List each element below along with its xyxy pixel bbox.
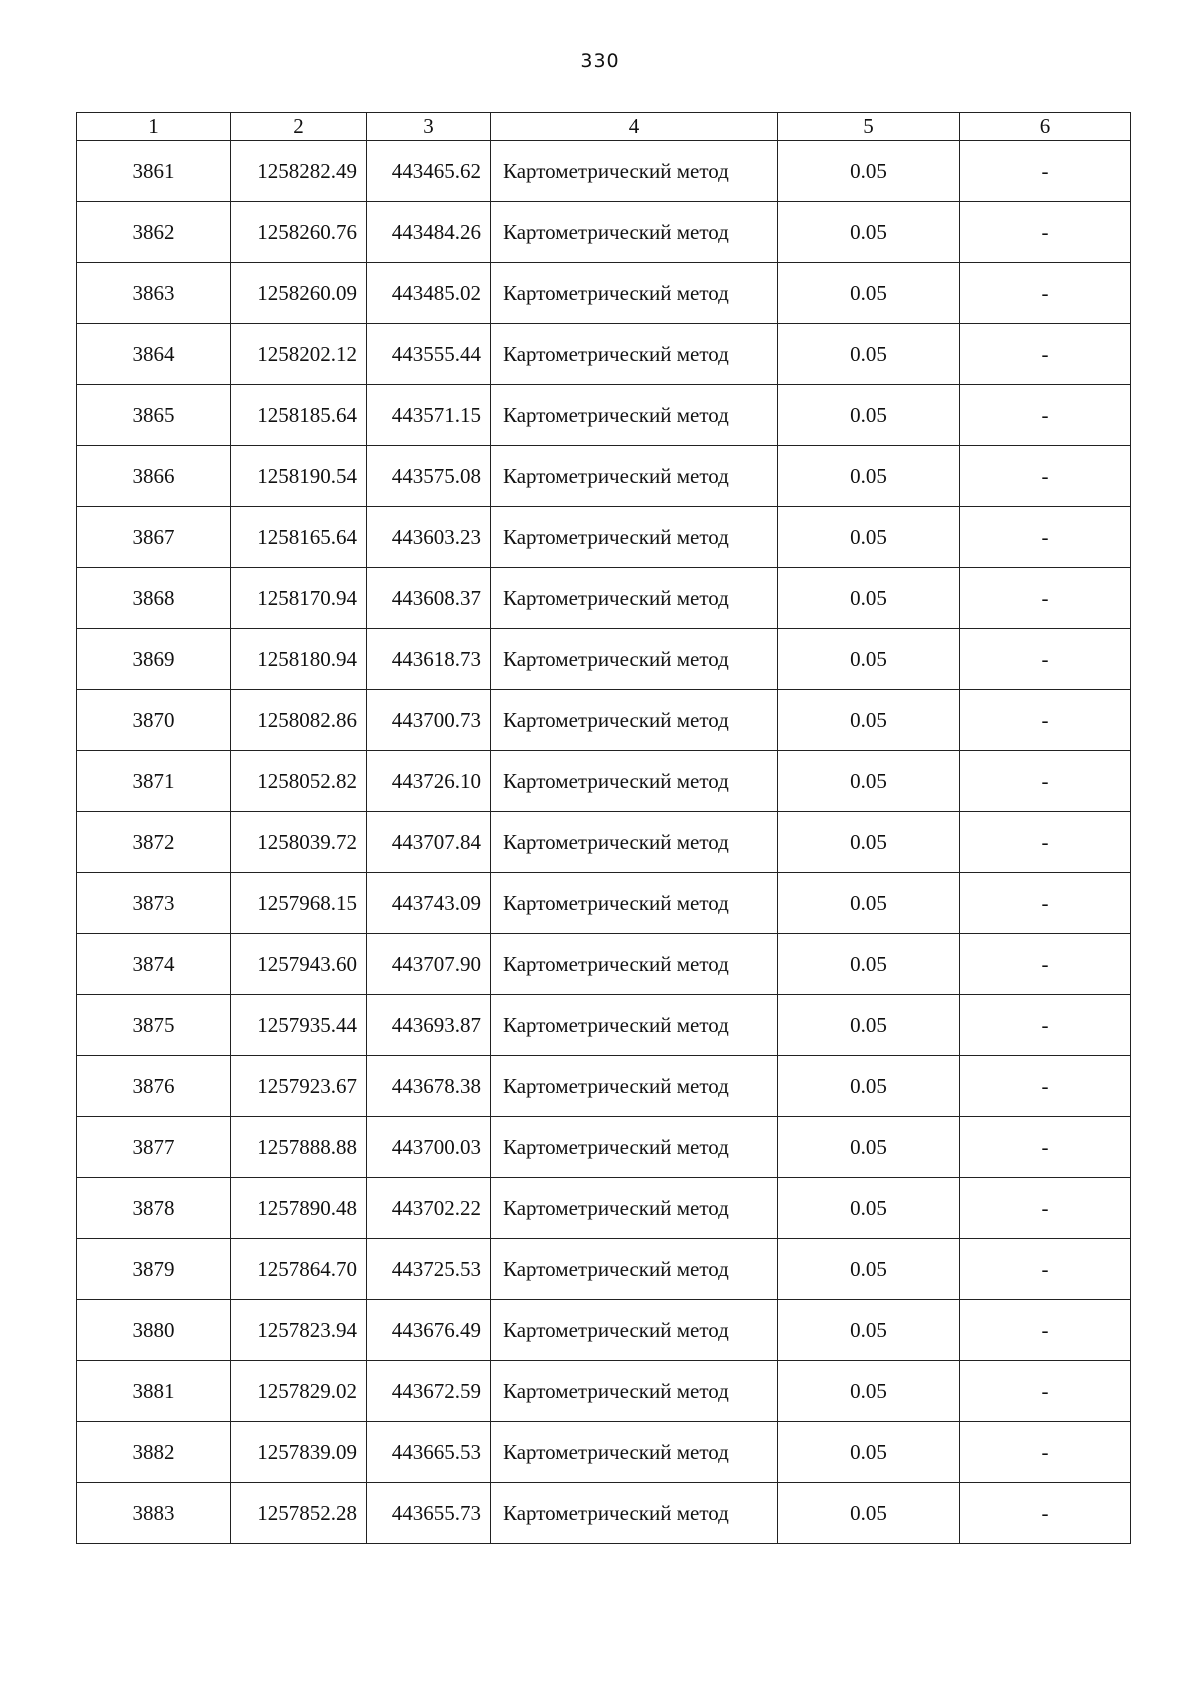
method-cell: Картометрический метод	[491, 629, 778, 690]
table-row	[77, 141, 1131, 202]
accuracy-cell: 0.05	[778, 1117, 960, 1178]
y-coordinate-cell: 443485.02	[367, 263, 491, 324]
y-coordinate-cell: 443707.84	[367, 812, 491, 873]
point-number-cell: 3872	[77, 812, 231, 873]
accuracy-cell: 0.05	[778, 1239, 960, 1300]
x-coordinate-cell: 1258170.94	[231, 568, 367, 629]
point-number-cell: 3876	[77, 1056, 231, 1117]
method-cell: Картометрический метод	[491, 995, 778, 1056]
point-number-cell: 3870	[77, 690, 231, 751]
table-header-row	[77, 113, 1131, 141]
accuracy-cell: 0.05	[778, 934, 960, 995]
y-coordinate-cell: 443603.23	[367, 507, 491, 568]
table-body	[77, 141, 1131, 1544]
x-coordinate-cell: 1258260.76	[231, 202, 367, 263]
x-coordinate-cell: 1258190.54	[231, 446, 367, 507]
note-cell: -	[960, 263, 1131, 324]
note-cell: -	[960, 1178, 1131, 1239]
accuracy-cell: 0.05	[778, 385, 960, 446]
note-cell: -	[960, 1422, 1131, 1483]
method-cell: Картометрический метод	[491, 1300, 778, 1361]
table-row	[77, 446, 1131, 507]
point-number-cell: 3865	[77, 385, 231, 446]
y-coordinate-cell: 443676.49	[367, 1300, 491, 1361]
accuracy-cell: 0.05	[778, 995, 960, 1056]
y-coordinate-cell: 443678.38	[367, 1056, 491, 1117]
x-coordinate-cell: 1258185.64	[231, 385, 367, 446]
x-coordinate-cell: 1257968.15	[231, 873, 367, 934]
table-row	[77, 1300, 1131, 1361]
column-header: 4	[491, 113, 778, 141]
y-coordinate-cell: 443672.59	[367, 1361, 491, 1422]
x-coordinate-cell: 1257839.09	[231, 1422, 367, 1483]
method-cell: Картометрический метод	[491, 1178, 778, 1239]
note-cell: -	[960, 446, 1131, 507]
point-number-cell: 3868	[77, 568, 231, 629]
method-cell: Картометрический метод	[491, 141, 778, 202]
coordinates-table	[76, 112, 1131, 1544]
table-row	[77, 1117, 1131, 1178]
point-number-cell: 3878	[77, 1178, 231, 1239]
note-cell: -	[960, 324, 1131, 385]
method-cell: Картометрический метод	[491, 1361, 778, 1422]
point-number-cell: 3877	[77, 1117, 231, 1178]
note-cell: -	[960, 629, 1131, 690]
accuracy-cell: 0.05	[778, 324, 960, 385]
note-cell: -	[960, 1239, 1131, 1300]
table-row	[77, 202, 1131, 263]
table-row	[77, 1239, 1131, 1300]
method-cell: Картометрический метод	[491, 934, 778, 995]
point-number-cell: 3861	[77, 141, 231, 202]
method-cell: Картометрический метод	[491, 751, 778, 812]
note-cell: -	[960, 1117, 1131, 1178]
point-number-cell: 3866	[77, 446, 231, 507]
point-number-cell: 3871	[77, 751, 231, 812]
method-cell: Картометрический метод	[491, 507, 778, 568]
note-cell: -	[960, 568, 1131, 629]
table-row	[77, 629, 1131, 690]
note-cell: -	[960, 690, 1131, 751]
table-row	[77, 1361, 1131, 1422]
method-cell: Картометрический метод	[491, 568, 778, 629]
y-coordinate-cell: 443702.22	[367, 1178, 491, 1239]
point-number-cell: 3883	[77, 1483, 231, 1544]
x-coordinate-cell: 1257923.67	[231, 1056, 367, 1117]
x-coordinate-cell: 1258260.09	[231, 263, 367, 324]
accuracy-cell: 0.05	[778, 1483, 960, 1544]
accuracy-cell: 0.05	[778, 1056, 960, 1117]
accuracy-cell: 0.05	[778, 263, 960, 324]
accuracy-cell: 0.05	[778, 507, 960, 568]
accuracy-cell: 0.05	[778, 629, 960, 690]
accuracy-cell: 0.05	[778, 1361, 960, 1422]
method-cell: Картометрический метод	[491, 1483, 778, 1544]
x-coordinate-cell: 1257864.70	[231, 1239, 367, 1300]
y-coordinate-cell: 443665.53	[367, 1422, 491, 1483]
point-number-cell: 3869	[77, 629, 231, 690]
point-number-cell: 3864	[77, 324, 231, 385]
accuracy-cell: 0.05	[778, 1300, 960, 1361]
table-row	[77, 873, 1131, 934]
method-cell: Картометрический метод	[491, 1117, 778, 1178]
method-cell: Картометрический метод	[491, 263, 778, 324]
x-coordinate-cell: 1258180.94	[231, 629, 367, 690]
y-coordinate-cell: 443571.15	[367, 385, 491, 446]
y-coordinate-cell: 443465.62	[367, 141, 491, 202]
x-coordinate-cell: 1257829.02	[231, 1361, 367, 1422]
point-number-cell: 3863	[77, 263, 231, 324]
x-coordinate-cell: 1258282.49	[231, 141, 367, 202]
x-coordinate-cell: 1258052.82	[231, 751, 367, 812]
x-coordinate-cell: 1257890.48	[231, 1178, 367, 1239]
note-cell: -	[960, 385, 1131, 446]
point-number-cell: 3862	[77, 202, 231, 263]
note-cell: -	[960, 1361, 1131, 1422]
note-cell: -	[960, 1483, 1131, 1544]
method-cell: Картометрический метод	[491, 690, 778, 751]
method-cell: Картометрический метод	[491, 324, 778, 385]
point-number-cell: 3879	[77, 1239, 231, 1300]
table-row	[77, 751, 1131, 812]
accuracy-cell: 0.05	[778, 141, 960, 202]
accuracy-cell: 0.05	[778, 751, 960, 812]
y-coordinate-cell: 443700.03	[367, 1117, 491, 1178]
note-cell: -	[960, 995, 1131, 1056]
table-row	[77, 568, 1131, 629]
point-number-cell: 3867	[77, 507, 231, 568]
note-cell: -	[960, 812, 1131, 873]
y-coordinate-cell: 443700.73	[367, 690, 491, 751]
accuracy-cell: 0.05	[778, 1422, 960, 1483]
method-cell: Картометрический метод	[491, 812, 778, 873]
note-cell: -	[960, 873, 1131, 934]
table-row	[77, 934, 1131, 995]
point-number-cell: 3882	[77, 1422, 231, 1483]
y-coordinate-cell: 443618.73	[367, 629, 491, 690]
note-cell: -	[960, 202, 1131, 263]
accuracy-cell: 0.05	[778, 1178, 960, 1239]
method-cell: Картометрический метод	[491, 1056, 778, 1117]
x-coordinate-cell: 1258039.72	[231, 812, 367, 873]
x-coordinate-cell: 1257935.44	[231, 995, 367, 1056]
method-cell: Картометрический метод	[491, 446, 778, 507]
x-coordinate-cell: 1257852.28	[231, 1483, 367, 1544]
x-coordinate-cell: 1257823.94	[231, 1300, 367, 1361]
accuracy-cell: 0.05	[778, 568, 960, 629]
method-cell: Картометрический метод	[491, 1422, 778, 1483]
note-cell: -	[960, 1056, 1131, 1117]
method-cell: Картометрический метод	[491, 873, 778, 934]
point-number-cell: 3873	[77, 873, 231, 934]
y-coordinate-cell: 443725.53	[367, 1239, 491, 1300]
table-row	[77, 263, 1131, 324]
y-coordinate-cell: 443575.08	[367, 446, 491, 507]
table-row	[77, 385, 1131, 446]
y-coordinate-cell: 443555.44	[367, 324, 491, 385]
point-number-cell: 3875	[77, 995, 231, 1056]
method-cell: Картометрический метод	[491, 202, 778, 263]
point-number-cell: 3874	[77, 934, 231, 995]
y-coordinate-cell: 443726.10	[367, 751, 491, 812]
table-row	[77, 812, 1131, 873]
method-cell: Картометрический метод	[491, 385, 778, 446]
accuracy-cell: 0.05	[778, 812, 960, 873]
column-header: 3	[367, 113, 491, 141]
note-cell: -	[960, 507, 1131, 568]
x-coordinate-cell: 1258082.86	[231, 690, 367, 751]
accuracy-cell: 0.05	[778, 873, 960, 934]
table-row	[77, 1483, 1131, 1544]
y-coordinate-cell: 443608.37	[367, 568, 491, 629]
page-number: 330	[580, 50, 620, 72]
y-coordinate-cell: 443655.73	[367, 1483, 491, 1544]
x-coordinate-cell: 1257888.88	[231, 1117, 367, 1178]
point-number-cell: 3881	[77, 1361, 231, 1422]
table-row	[77, 690, 1131, 751]
note-cell: -	[960, 934, 1131, 995]
table-row	[77, 1178, 1131, 1239]
column-header: 6	[960, 113, 1131, 141]
x-coordinate-cell: 1258202.12	[231, 324, 367, 385]
y-coordinate-cell: 443693.87	[367, 995, 491, 1056]
point-number-cell: 3880	[77, 1300, 231, 1361]
accuracy-cell: 0.05	[778, 690, 960, 751]
x-coordinate-cell: 1257943.60	[231, 934, 367, 995]
table-row	[77, 324, 1131, 385]
table-row	[77, 995, 1131, 1056]
note-cell: -	[960, 1300, 1131, 1361]
table-row	[77, 1056, 1131, 1117]
accuracy-cell: 0.05	[778, 202, 960, 263]
note-cell: -	[960, 141, 1131, 202]
note-cell: -	[960, 751, 1131, 812]
column-header: 5	[778, 113, 960, 141]
accuracy-cell: 0.05	[778, 446, 960, 507]
column-header: 1	[77, 113, 231, 141]
y-coordinate-cell: 443743.09	[367, 873, 491, 934]
method-cell: Картометрический метод	[491, 1239, 778, 1300]
table-row	[77, 507, 1131, 568]
column-header: 2	[231, 113, 367, 141]
y-coordinate-cell: 443707.90	[367, 934, 491, 995]
x-coordinate-cell: 1258165.64	[231, 507, 367, 568]
y-coordinate-cell: 443484.26	[367, 202, 491, 263]
table-row	[77, 1422, 1131, 1483]
